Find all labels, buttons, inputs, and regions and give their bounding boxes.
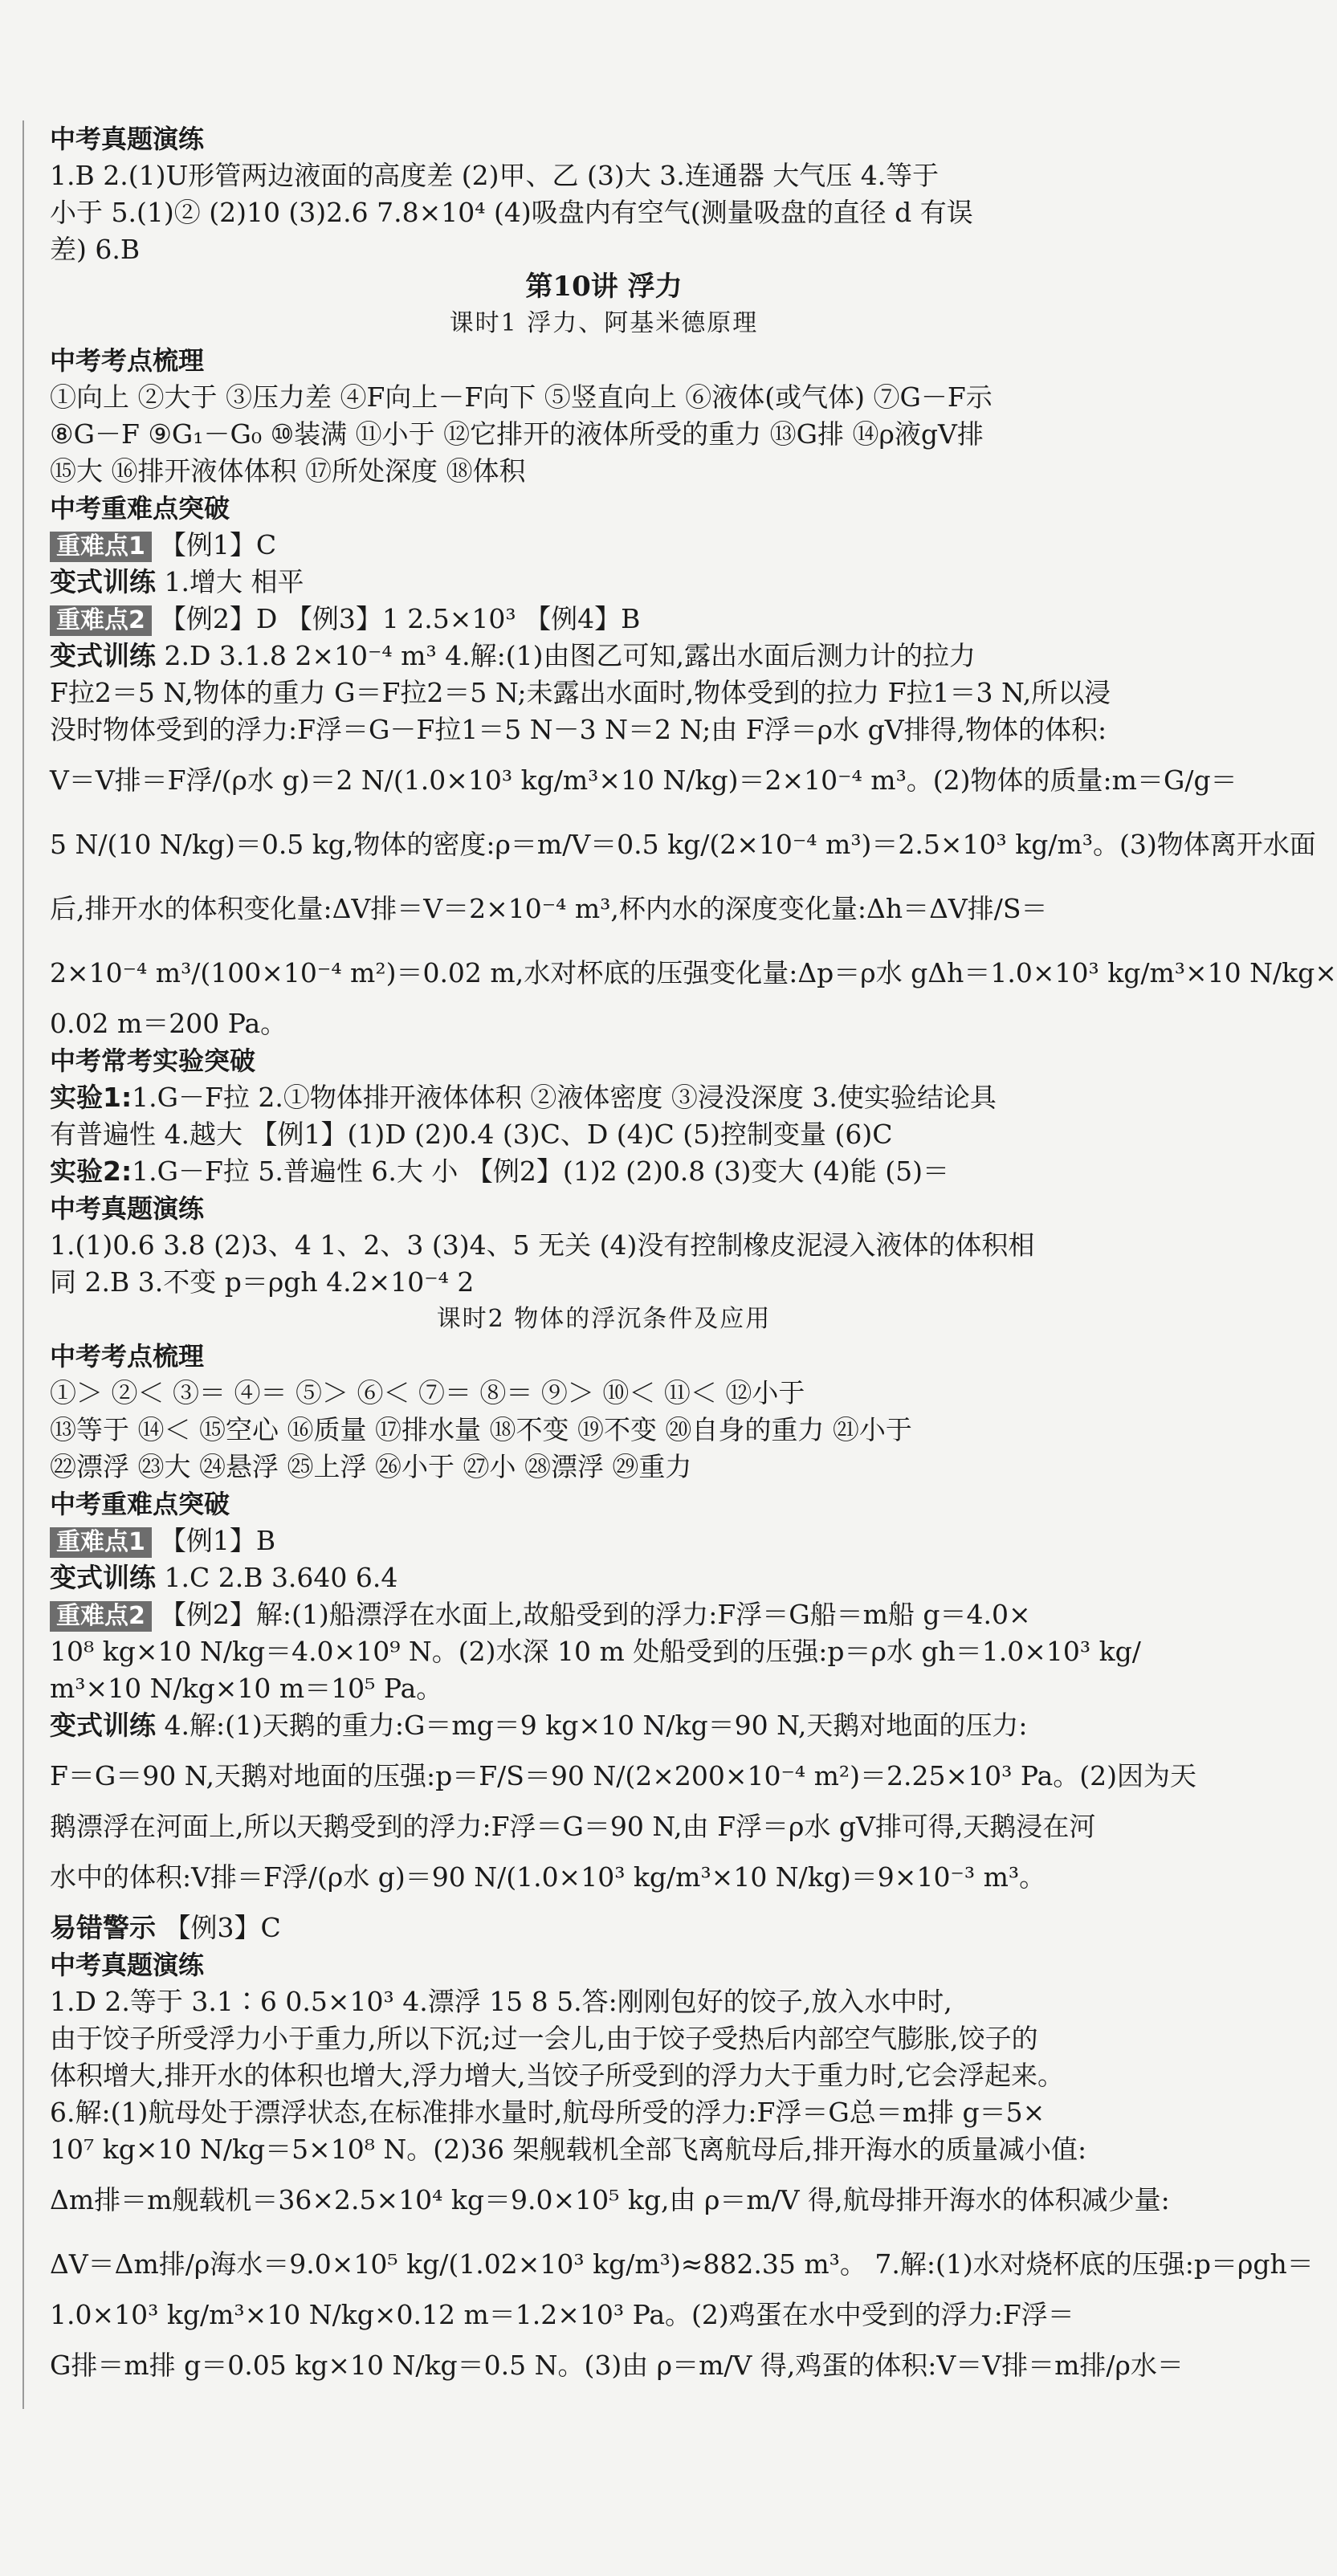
answer-line: 鹅漂浮在河面上,所以天鹅受到的浮力:F浮＝G＝90 N,由 F浮＝ρ水 gV排可得,天鹅浸在河 <box>50 1811 1096 1842</box>
section-heading: 中考真题演练 <box>50 124 205 154</box>
answer-line: 差) 6.B <box>50 234 141 265</box>
section-heading: 中考真题演练 <box>50 1950 205 1980</box>
formula-line: V＝V排＝F浮/(ρ水 g)＝2 N/(1.0×10³ kg/m³×10 N/kg)＝2×10⁻⁴ m³。(2)物体的质量:m＝G/g＝ <box>50 764 1237 796</box>
answer-line: 有普遍性 4.越大 【例1】(1)D (2)0.4 (3)C、D (4)C (5)控制变量 (6)C <box>50 1119 893 1150</box>
answer-text: 1.G－F拉 2.①物体排开液体体积 ②液体密度 ③浸没深度 3.使实验结论具 <box>132 1082 997 1113</box>
answer-lead-label: 变式训练 <box>50 1710 156 1741</box>
answer-text: 1.C 2.B 3.640 6.4 <box>156 1562 398 1593</box>
answer-line: 6.解:(1)航母处于漂浮状态,在标准排水量时,航母所受的浮力:F浮＝G总＝m排 g＝5× <box>50 2097 1046 2128</box>
answer-line: 10⁸ kg×10 N/kg＝4.0×10⁹ N。(2)水深 10 m 处船受到的压强:p＝ρ水 gh＝1.0×10³ kg/ <box>50 1636 1141 1667</box>
section-heading: 中考常考实验突破 <box>50 1045 256 1076</box>
section-heading: 中考考点梳理 <box>50 1341 205 1372</box>
answer-line: ⑮大 ⑯排开液体体积 ⑰所处深度 ⑱体积 <box>50 455 526 487</box>
lesson-subtitle: 课时1 浮力、阿基米德原理 <box>449 309 759 337</box>
answer-line: 0.02 m＝200 Pa。 <box>50 1008 287 1039</box>
answer-line: ①向上 ②大于 ③压力差 ④F向上－F向下 ⑤竖直向上 ⑥液体(或气体) ⑦G－F示 <box>50 381 993 413</box>
formula-line: 2×10⁻⁴ m³/(100×10⁻⁴ m²)＝0.02 m,水对杯底的压强变化量:Δp＝ρ水 gΔh＝1.0×10³ kg/m³×10 N/kg× <box>50 957 1337 988</box>
answer-lead-label: 实验1: <box>50 1082 132 1113</box>
answer-line: 同 2.B 3.不变 p＝ρgh 4.2×10⁻⁴ 2 <box>50 1266 475 1298</box>
answer-text: 【例2】D 【例3】1 2.5×10³ 【例4】B <box>159 603 641 634</box>
answer-line: ①＞ ②＜ ③＝ ④＝ ⑤＞ ⑥＜ ⑦＝ ⑧＝ ⑨＞ ⑩＜ ⑪＜ ⑫小于 <box>50 1377 805 1408</box>
margin-rule <box>22 120 24 2409</box>
answer-text: 2.D 3.1.8 2×10⁻⁴ m³ 4.解:(1)由图乙可知,露出水面后测力计的拉力 <box>156 640 976 671</box>
answer-text: 【例3】C <box>156 1912 281 1943</box>
formula-line: 后,排开水的体积变化量:ΔV排＝V＝2×10⁻⁴ m³,杯内水的深度变化量:Δh＝ΔV排/S＝ <box>50 893 1048 924</box>
answer-text: 【例1】C <box>159 529 277 560</box>
answer-line: m³×10 N/kg×10 m＝10⁵ Pa。 <box>50 1673 443 1704</box>
answer-line: 由于饺子所受浮力小于重力,所以下沉;过一会儿,由于饺子受热后内部空气膨胀,饺子的 <box>50 2023 1038 2054</box>
answer-lead-label: 易错警示 <box>50 1912 156 1943</box>
key-point-line <box>50 601 1158 638</box>
key-point-label: 重难点2 <box>50 1601 152 1632</box>
answer-lead-label: 变式训练 <box>50 640 156 671</box>
key-point-label: 重难点2 <box>50 605 152 636</box>
answer-line: ㉒漂浮 ㉓大 ㉔悬浮 ㉕上浮 ㉖小于 ㉗小 ㉘漂浮 ㉙重力 <box>50 1451 692 1482</box>
section-heading: 中考重难点突破 <box>50 1489 230 1519</box>
answer-key-content <box>50 120 1337 2398</box>
answer-text: 【例1】B <box>159 1525 276 1556</box>
answer-line: 1.B 2.(1)U形管两边液面的高度差 (2)甲、乙 (3)大 3.连通器 大气压 4.等于 <box>50 160 940 191</box>
answer-line: 1.D 2.等于 3.1∶6 0.5×10³ 4.漂浮 15 8 5.答:刚刚包好的饺子,放入水中时, <box>50 1986 952 2017</box>
answer-lead-label: 变式训练 <box>50 1562 156 1593</box>
lesson-subtitle: 课时2 物体的浮沉条件及应用 <box>436 1305 772 1333</box>
formula-line: F＝G＝90 N,天鹅对地面的压强:p＝F/S＝90 N/(2×200×10⁻⁴ m²)＝2.25×10³ Pa。(2)因为天 <box>50 1760 1196 1791</box>
answer-line: 1.(1)0.6 3.8 (2)3、4 1、2、3 (3)4、5 无关 (4)没有控制橡皮泥浸入液体的体积相 <box>50 1229 1035 1261</box>
answer-line: ⑬等于 ⑭＜ ⑮空心 ⑯质量 ⑰排水量 ⑱不变 ⑲不变 ⑳自身的重力 ㉑小于 <box>50 1414 912 1445</box>
lesson-title: 第10讲 浮力 <box>525 271 683 303</box>
answer-lead-label: 变式训练 <box>50 566 156 597</box>
answer-line <box>50 1559 1158 1596</box>
formula-line: Δm排＝m舰载机＝36×2.5×10⁴ kg＝9.0×10⁵ kg,由 ρ＝m/V 得,航母排开海水的体积减少量: <box>50 2184 1170 2215</box>
answer-line: ⑧G－F ⑨G₁－G₀ ⑩装满 ⑪小于 ⑫它排开的液体所受的重力 ⑬G排 ⑭ρ液gV排 <box>50 418 984 450</box>
section-heading: 中考重难点突破 <box>50 493 230 524</box>
section-heading: 中考真题演练 <box>50 1193 205 1224</box>
answer-line: F拉2＝5 N,物体的重力 G＝F拉2＝5 N;未露出水面时,物体受到的拉力 F拉1＝3 N,所以浸 <box>50 677 1111 708</box>
answer-line <box>50 1707 1158 1744</box>
key-point-label: 重难点1 <box>50 1527 152 1558</box>
key-point-label: 重难点1 <box>50 532 152 562</box>
formula-line: ΔV＝Δm排/ρ海水＝9.0×10⁵ kg/(1.02×10³ kg/m³)≈882.35 m³。 7.解:(1)水对烧杯底的压强:p＝ρgh＝ <box>50 2248 1314 2280</box>
key-point-line <box>50 1522 1158 1559</box>
section-heading: 中考考点梳理 <box>50 345 205 376</box>
answer-line: 小于 5.(1)② (2)10 (3)2.6 7.8×10⁴ (4)吸盘内有空气(测量吸盘的直径 d 有误 <box>50 197 973 228</box>
formula-line: G排＝m排 g＝0.05 kg×10 N/kg＝0.5 N。(3)由 ρ＝m/V 得,鸡蛋的体积:V＝V排＝m排/ρ水＝ <box>50 2350 1184 2381</box>
answer-text: 【例2】解:(1)船漂浮在水面上,故船受到的浮力:F浮＝G船＝m船 g＝4.0× <box>159 1599 1031 1630</box>
answer-line <box>50 1153 1158 1190</box>
answer-text: 1.增大 相平 <box>156 566 304 597</box>
answer-line: 体积增大,排开水的体积也增大,浮力增大,当饺子所受到的浮力大于重力时,它会浮起来。 <box>50 2060 1064 2091</box>
key-point-line <box>50 527 1158 564</box>
answer-line <box>50 564 1158 601</box>
answer-line <box>50 1910 1158 1946</box>
answer-line: 10⁷ kg×10 N/kg＝5×10⁸ N。(2)36 架舰载机全部飞离航母后,排开海水的质量减小值: <box>50 2134 1087 2165</box>
answer-line: 没时物体受到的浮力:F浮＝G－F拉1＝5 N－3 N＝2 N;由 F浮＝ρ水 gV排得,物体的体积: <box>50 714 1107 745</box>
formula-line: 水中的体积:V排＝F浮/(ρ水 g)＝90 N/(1.0×10³ kg/m³×10 N/kg)＝9×10⁻³ m³。 <box>50 1861 1046 1893</box>
answer-lead-label: 实验2: <box>50 1156 132 1187</box>
formula-line: 5 N/(10 N/kg)＝0.5 kg,物体的密度:ρ＝m/V＝0.5 kg/(2×10⁻⁴ m³)＝2.5×10³ kg/m³。(3)物体离开水面 <box>50 829 1316 860</box>
answer-line <box>50 1079 1158 1116</box>
answer-text: 1.G－F拉 5.普遍性 6.大 小 【例2】(1)2 (2)0.8 (3)变大 (4)能 (5)＝ <box>132 1156 949 1187</box>
key-point-line <box>50 1596 1158 1633</box>
answer-line <box>50 638 1158 675</box>
answer-text: 4.解:(1)天鹅的重力:G＝mg＝9 kg×10 N/kg＝90 N,天鹅对地面的压力: <box>156 1710 1028 1741</box>
answer-line: 1.0×10³ kg/m³×10 N/kg×0.12 m＝1.2×10³ Pa。(2)鸡蛋在水中受到的浮力:F浮＝ <box>50 2299 1074 2330</box>
